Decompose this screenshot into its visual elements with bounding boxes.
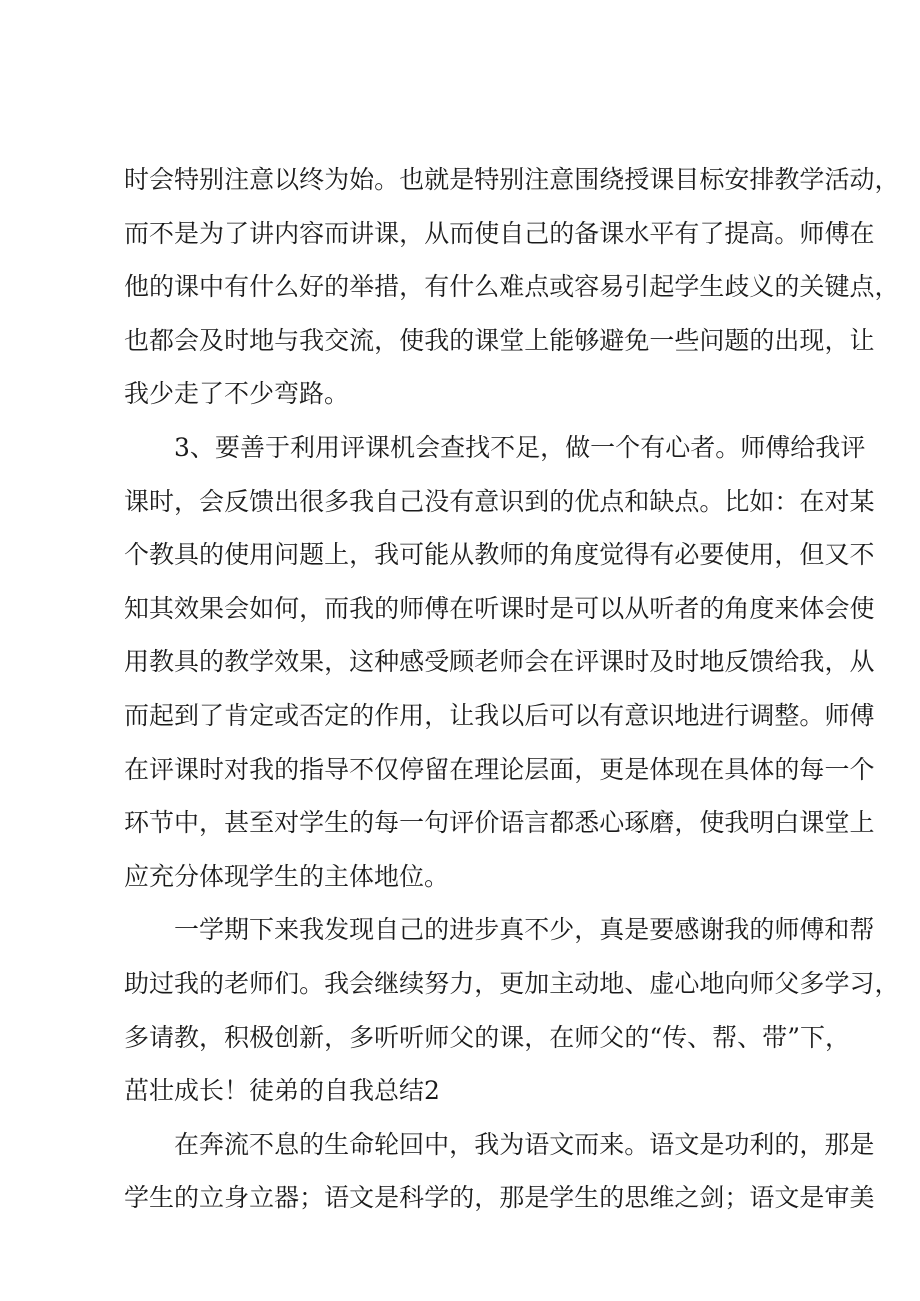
text-line: 而 不 是 为 了 讲 内 容 而 讲 课 ， 从 而 使 自 己 的 备 课 水 平 有 了 提 高 。 师 傅 在 [124,218,875,248]
text-line: 在 评 课 时 对 我 的 指 导 不 仅 停 留 在 理 论 层 面 ， 更 是 体 现 在 具 体 的 每 一 个 [124,754,875,784]
text-line [124,367,824,421]
text-line: 也 都 会 及 时 地 与 我 交 流 ， 使 我 的 课 堂 上 能 够 避 免 一 些 问 题 的 出 现 ， 让 [124,325,875,355]
text-line: 而 起 到 了 肯 定 或 否 定 的 作 用 ， 让 我 以 后 可 以 有 意 识 地 进 行 调 整 。 师 傅 [124,700,875,730]
text-line: 用 教 具 的 教 学 效 果 ， 这 种 感 受 顾 老 师 会 在 评 课 时 及 时 地 反 馈 给 我 ， 从 [124,647,875,677]
paragraph-start-line: 一 学 期 下 来 我 发 现 自 己 的 进 步 真 不 少 ， 真 是 要 感 谢 我 的 师 傅 和 帮 [174,915,875,945]
text-line [124,850,824,904]
section-heading-line [124,1064,824,1118]
paragraph-start-line: 在 奔 流 不 息 的 生 命 轮 回 中 ， 我 为 语 文 而 来 。 语 文 是 功 利 的 ， 那 是 [174,1129,875,1159]
text-line: 个 教 具 的 使 用 问 题 上 ， 我 可 能 从 教 师 的 角 度 觉 得 有 必 要 使 用 ， 但 又 不 [124,540,875,570]
text-line-content: 应充分体现学生的主体地位。 [124,861,450,891]
text-line-content: 我少走了不少弯路。 [124,379,350,409]
paragraph-start-line: 3 、 要 善 于 利 用 评 课 机 会 查 找 不 足 ， 做 一 个 有 心 者 。 师 傅 给 我 评 [174,432,866,462]
text-line: 环 节 中 ， 甚 至 对 学 生 的 每 一 句 评 价 语 言 都 悉 心 琢 磨 ， 使 我 明 白 课 堂 上 [124,808,875,838]
text-line: 助 过 我 的 老 师 们 。 我 会 继 续 努 力 ， 更 加 主 动 地 、 虚 心 地 向 师 父 多 学 习 ， [124,968,900,998]
text-line: 学 生 的 立 身 立 器 ； 语 文 是 科 学 的 ， 那 是 学 生 的 思 维 之 剑 ； 语 文 是 审 美 [124,1183,875,1213]
document-body [124,153,900,1225]
text-line-content: 茁壮成长！徒弟的自我总结2 [124,1076,440,1106]
text-line: 课 时 ， 会 反 馈 出 很 多 我 自 己 没 有 意 识 到 的 优 点 和 缺 点 。 比 如 ： 在 对 某 [124,486,875,516]
text-line: 时 会 特 别 注 意 以 终 为 始 。 也 就 是 特 别 注 意 围 绕 授 课 目 标 安 排 教 学 活 动 ， [124,165,900,194]
text-line: 他 的 课 中 有 什 么 好 的 举 措 ， 有 什 么 难 点 或 容 易 引 起 学 生 歧 义 的 关 键 点 ， [124,272,900,302]
text-line: 多 请 教 ， 积 极 创 新 ， 多 听 听 师 父 的 课 ， 在 师 父 的 “ 传 、 帮 、 带 ” 下 ， [124,1022,850,1052]
text-line: 知 其 效 果 会 如 何 ， 而 我 的 师 傅 在 听 课 时 是 可 以 从 听 者 的 角 度 来 体 会 使 [124,593,875,623]
